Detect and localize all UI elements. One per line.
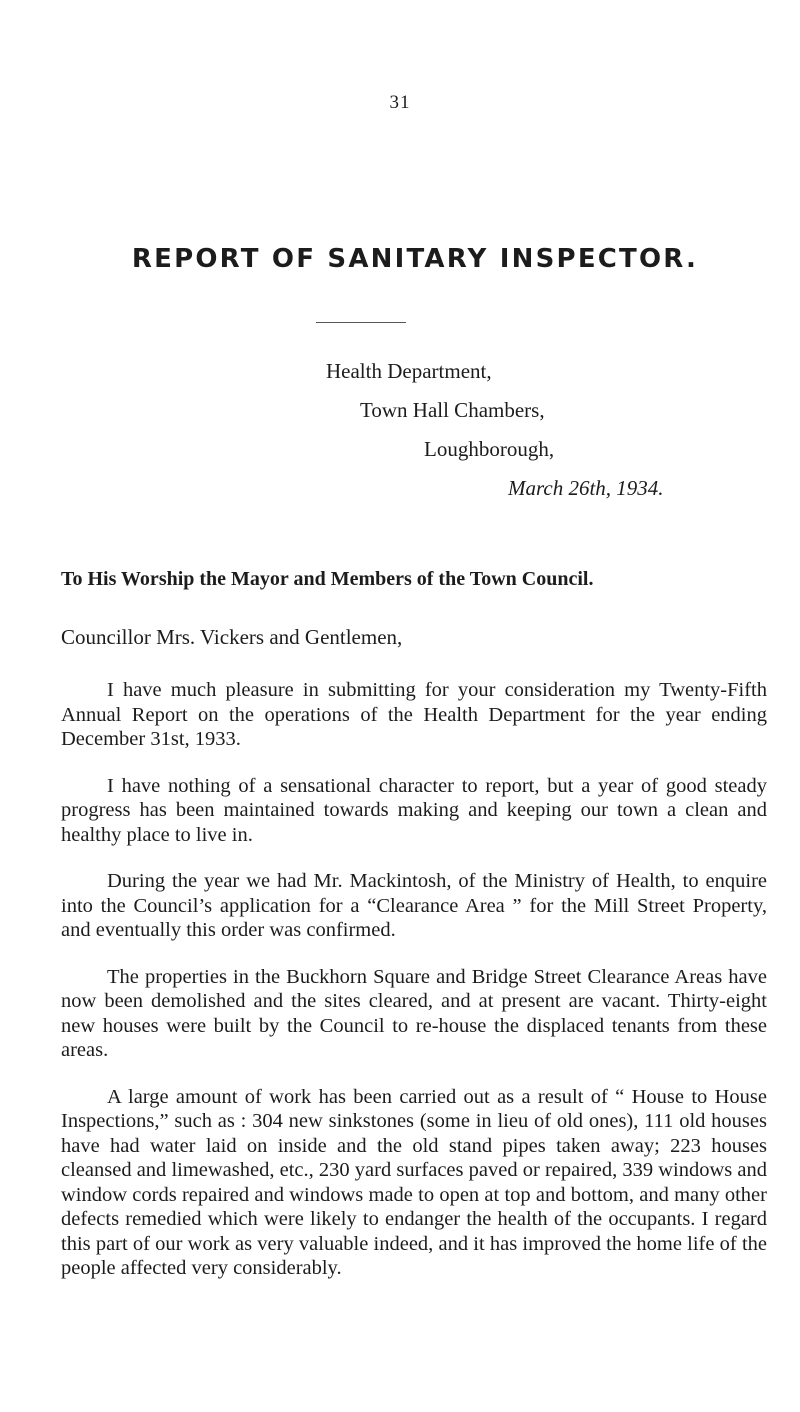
address-block [300, 352, 770, 508]
address-line-town: Loughborough, [424, 437, 555, 461]
letter-body [61, 678, 767, 1303]
paragraph: A large amount of work has been carried out as a result of “ House to House Inspections,” such as : 304 new sinkstones (some in lieu of old ones), 111 old houses have had water laid on inside and the old stand pipes taken away; 223 houses cleansed and limewashed, etc., 230 yard surfaces paved or repaired, 339 windows and window cords repaired and windows made to open at top and bottom, and many other defects remedied which were likely to endanger the health of the occupants. I regard this part of our work as very valuable indeed, and it has improved the home life of the people affected very considerably. [61, 1085, 767, 1279]
page-number: 31 [389, 92, 411, 113]
divider-rule [316, 322, 406, 323]
salutation-greeting: Councillor Mrs. Vickers and Gentlemen, [61, 625, 403, 649]
salutation-recipients: To His Worship the Mayor and Members of the Town Council. [61, 568, 594, 590]
paragraph: I have nothing of a sensational character to report, but a year of good steady progress has been maintained towards making and keeping our town a clean and healthy place to live in. [61, 774, 767, 846]
address-line-building: Town Hall Chambers, [360, 398, 545, 422]
letter-date: March 26th, 1934. [508, 476, 664, 500]
report-title: REPORT OF SANITARY INSPECTOR. [131, 244, 699, 274]
paragraph: The properties in the Buckhorn Square and Bridge Street Clearance Areas have now been demolished and the sites cleared, and at present are vacant. Thirty-eight new houses were built by the Council to re-house the displaced tenants from these areas. [61, 965, 767, 1061]
paragraph: I have much pleasure in submitting for your consideration my Twenty-Fifth Annual Report on the operations of the Health Department for the year ending December 31st, 1933. [61, 679, 767, 750]
paragraph: During the year we had Mr. Mackintosh, of the Ministry of Health, to enquire into the Council’s application for a “Clearance Area ” for the Mill Street Property, and eventually this order was confirmed. [61, 870, 767, 941]
address-line-department: Health Department, [326, 359, 492, 383]
